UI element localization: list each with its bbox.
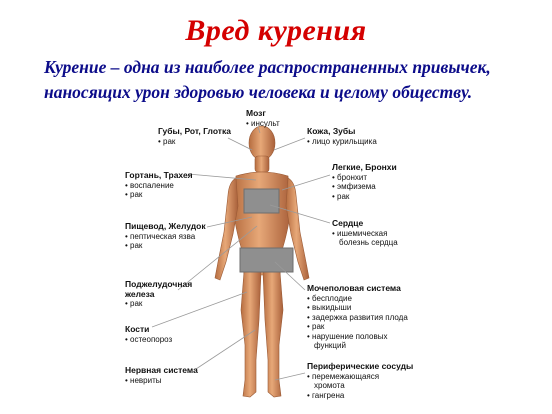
label-larynx-item: • воспаление — [125, 181, 193, 191]
label-lungs-title: Легкие, Бронхи — [332, 162, 397, 172]
label-heart-item: болезнь сердца — [339, 238, 398, 247]
label-repro-title: Мочеполовая система — [307, 283, 401, 293]
label-lungs-item: • эмфизема — [332, 182, 397, 192]
label-brain — [246, 109, 280, 128]
label-brain-item: • инсульт — [246, 119, 280, 129]
label-lungs — [332, 163, 397, 201]
label-larynx — [125, 171, 193, 200]
label-skin-title: Кожа, Зубы — [307, 126, 356, 136]
label-larynx-item: • рак — [125, 190, 193, 200]
label-vessels-item: • гангрена — [307, 391, 413, 401]
subtitle-line-1: Курение – одна из наиболее распространенных привычек, — [44, 57, 491, 77]
label-esophagus-item: • пептическая язва — [125, 232, 206, 242]
label-pancreas-item: • рак — [125, 299, 192, 309]
label-vessels — [307, 362, 413, 400]
label-heart — [332, 219, 398, 248]
label-lungs-item: • бронхит — [332, 173, 397, 183]
slide-title: Вред курения — [185, 14, 367, 47]
label-larynx-title: Гортань, Трахея — [125, 170, 193, 180]
label-repro-item: • выкидыши — [307, 303, 408, 313]
label-heart-title: Сердце — [332, 218, 364, 228]
label-bones — [125, 325, 172, 344]
label-nerves-title: Нервная система — [125, 365, 198, 375]
label-lips — [158, 127, 231, 146]
label-lips-title: Губы, Рот, Глотка — [158, 126, 231, 136]
label-vessels-title: Периферические сосуды — [307, 361, 414, 371]
label-brain-title: Мозг — [246, 108, 266, 118]
label-skin — [307, 127, 377, 146]
label-lips-item: • рак — [158, 137, 231, 147]
label-esophagus-title: Пищевод, Желудок — [125, 221, 206, 231]
label-skin-item: • лицо курильщика — [307, 137, 377, 147]
label-repro-item: • рак — [307, 322, 408, 332]
label-pancreas — [125, 280, 192, 309]
label-repro-item: • нарушение половых — [307, 332, 408, 342]
label-bones-item: • остеопороз — [125, 335, 172, 345]
label-vessels-item: • перемежающаяся — [307, 372, 413, 382]
label-nerves — [125, 366, 198, 385]
label-repro — [307, 284, 408, 351]
chest-censor-box — [244, 189, 279, 213]
label-lungs-item: • рак — [332, 192, 397, 202]
label-vessels-item: хромота — [314, 381, 345, 390]
label-bones-title: Кости — [125, 324, 150, 334]
label-pancreas-title-2: железа — [125, 288, 155, 299]
label-heart-item: • ишемическая — [332, 229, 398, 239]
label-pancreas-title-1: Поджелудочная — [125, 279, 193, 289]
label-esophagus — [125, 222, 206, 251]
label-repro-item: функций — [314, 341, 346, 350]
subtitle-line-2: наносящих урон здоровью человека и целому обществу. — [44, 82, 473, 102]
label-repro-item: • бесплодие — [307, 294, 408, 304]
label-nerves-item: • невриты — [125, 376, 198, 386]
label-esophagus-item: • рак — [125, 241, 206, 251]
label-repro-item: • задержка развития плода — [307, 313, 408, 323]
pelvis-censor-box — [240, 248, 293, 272]
